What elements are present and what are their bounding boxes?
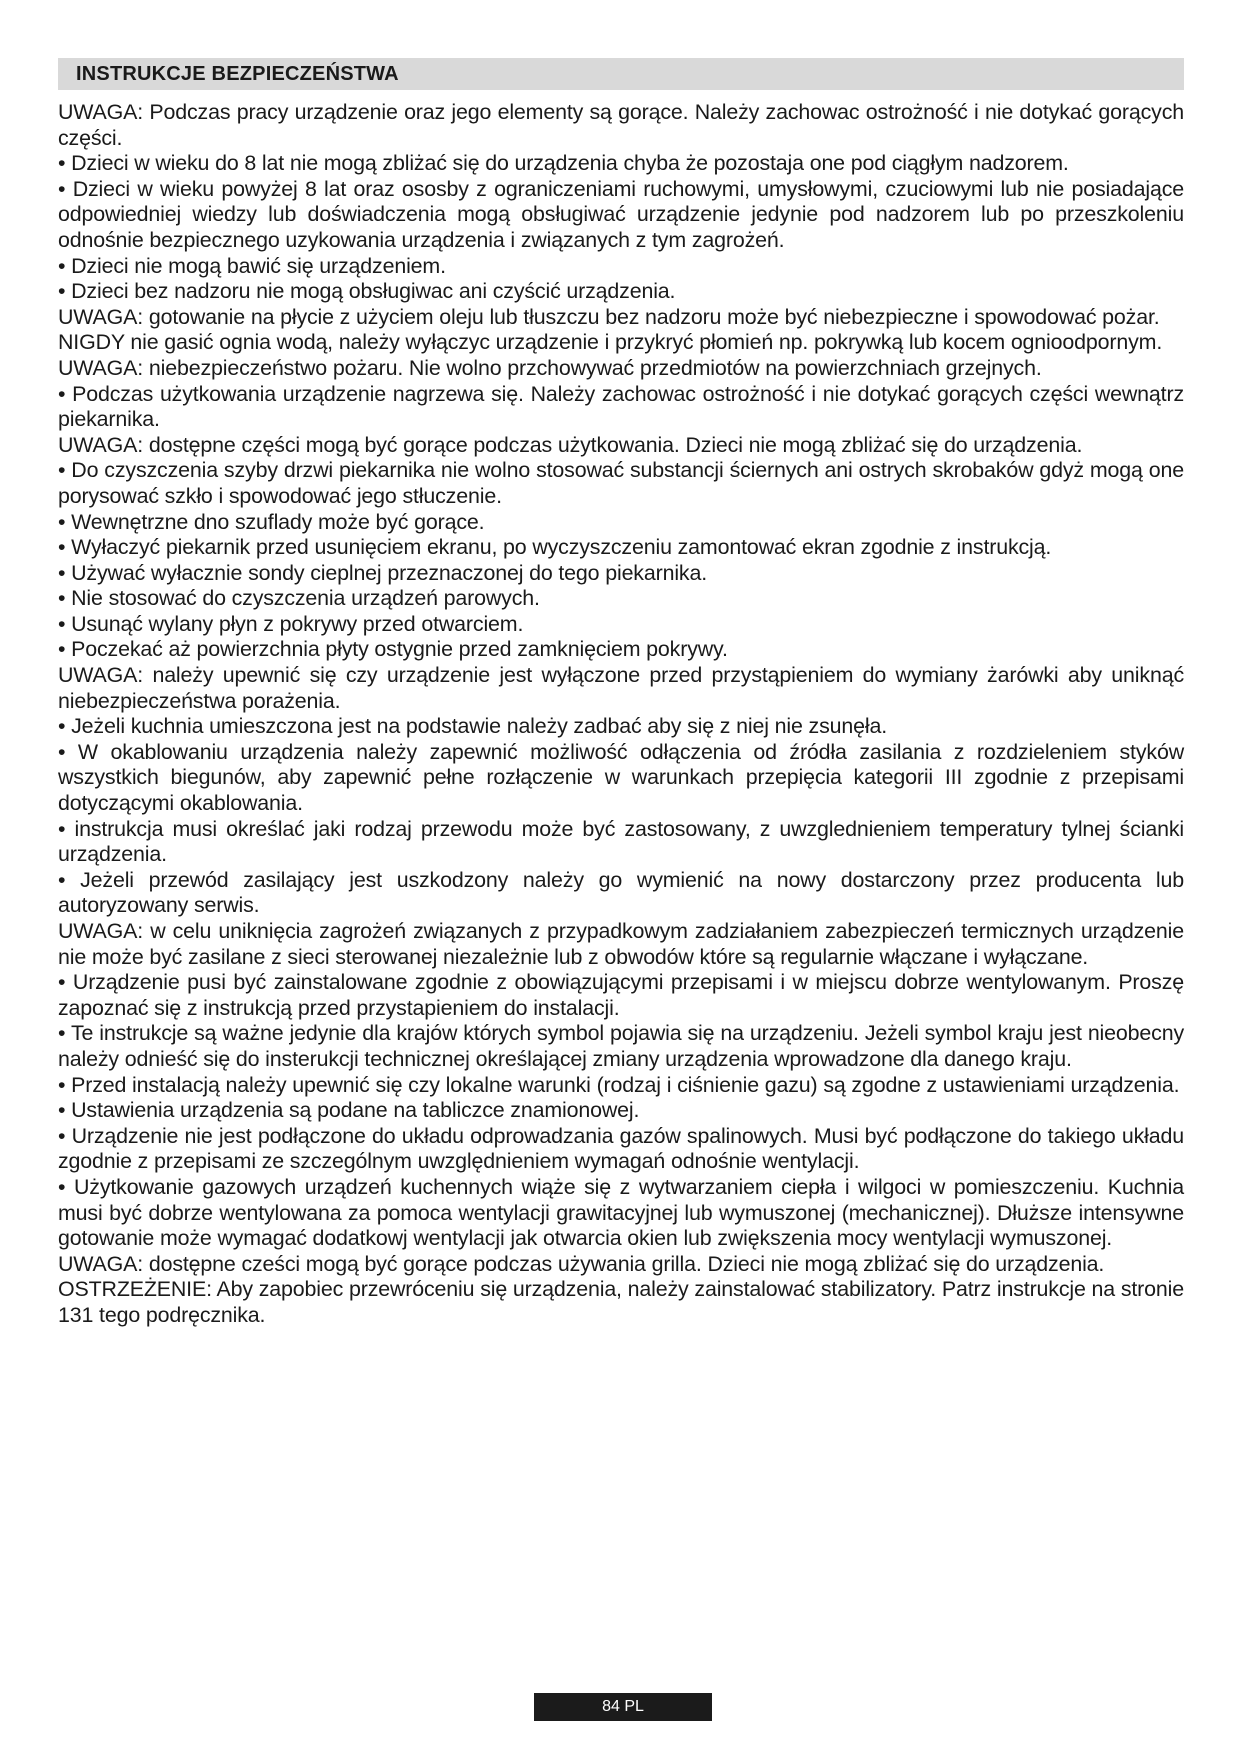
paragraph: • Dzieci nie mogą bawić się urządzeniem. xyxy=(58,253,446,278)
paragraph: UWAGA: gotowanie na płycie z użyciem oleju lub tłuszczu bez nadzoru może być niebezpieczne i spowodować pożar. xyxy=(58,304,1160,329)
paragraph: UWAGA: Podczas pracy urządzenie oraz jego elementy są gorące. Należy zachowac ostrożność i nie dotykać gorących części. xyxy=(58,100,1184,150)
page-number: 84 PL xyxy=(534,1693,712,1721)
paragraph: • Do czyszczenia szyby drzwi piekarnika nie wolno stosować substancji ściernych ani ostrych skrobaków gdyż mogą one porysować szkło i spowodować jego stłuczenie. xyxy=(58,458,1184,508)
paragraph: • Podczas użytkowania urządzenie nagrzewa się. Należy zachowac ostrożność i nie dotykać gorących części wewnątrz piekarnika. xyxy=(58,381,1184,432)
paragraph: UWAGA: niebezpieczeństwo pożaru. Nie wolno przchowywać przedmiotów na powierzchniach grzejnych. xyxy=(58,355,1042,380)
section-title: INSTRUKCJE BEZPIECZEŃSTWA xyxy=(58,58,1184,90)
safety-instructions-body xyxy=(58,100,1184,1329)
paragraph: UWAGA: dostępne części mogą być gorące podczas użytkowania. Dzieci nie mogą zbliżać się do urządzenia. xyxy=(58,432,1083,457)
paragraph: OSTRZEŻENIE: Aby zapobiec przewróceniu się urządzenia, należy zainstalować stabilizatory. Patrz instrukcje na stronie 131 tego podręcznika. xyxy=(58,1277,1184,1327)
paragraph: • Używać wyłacznie sondy cieplnej przeznaczonej do tego piekarnika. xyxy=(58,560,708,585)
paragraph: • Urządzenie nie jest podłączone do układu odprowadzania gazów spalinowych. Musi być podłączone do takiego układu zgodnie z przepisami ze szczególnym uwzględnieniem wymagań odnośnie wentylacji. xyxy=(58,1123,1184,1174)
paragraph: • Wyłaczyć piekarnik przed usunięciem ekranu, po wyczyszczeniu zamontować ekran zgodnie z instrukcją. xyxy=(58,535,1052,560)
paragraph: • Użytkowanie gazowych urządzeń kuchennych wiąże się z wytwarzaniem ciepła i wilgoci w pomieszczeniu. Kuchnia musi być dobrze wentylowana za pomoca wentylacji grawitacyjnej lub wymuszonej (mechanicznej). Dłuższe intensywne gotowanie może wymagać dodatkowj wentylacji jak otwarcia okien lub zwiększenia mocy wentylacji wymuszonej. xyxy=(58,1174,1184,1251)
paragraph: • Urządzenie pusi być zainstalowane zgodnie z obowiązującymi przepisami i w miejscu dobrze wentylowanym. Proszę zapoznać się z instrukcją przed przystapieniem do instalacji. xyxy=(58,970,1184,1020)
paragraph: • Dzieci w wieku do 8 lat nie mogą zbliżać się do urządzenia chyba że pozostaja one pod ciągłym nadzorem. xyxy=(58,151,1069,176)
paragraph: UWAGA: należy upewnić się czy urządzenie jest wyłączone przed przystąpieniem do wymiany żarówki aby uniknąć niebezpieczeństwa porażenia. xyxy=(58,663,1184,713)
paragraph: • instrukcja musi określać jaki rodzaj przewodu może być zastosowany, z uwzglednieniem temperatury tylnej ścianki urządzenia. xyxy=(58,816,1184,867)
paragraph: • Te instrukcje są ważne jedynie dla krajów których symbol pojawia się na urządzeniu. Jeżeli symbol kraju jest nieobecny należy odnieść się do insterukcji technicznej określającej zmiany urządzenia wprowadzone dla danego kraju. xyxy=(58,1021,1184,1071)
paragraph: • Dzieci bez nadzoru nie mogą obsługiwac ani czyścić urządzenia. xyxy=(58,279,676,304)
paragraph: • Ustawienia urządzenia są podane na tabliczce znamionowej. xyxy=(58,1098,640,1123)
document-page xyxy=(58,58,1184,1329)
paragraph: • Nie stosować do czyszczenia urządzeń parowych. xyxy=(58,586,540,611)
paragraph: • Jeżeli przewód zasilający jest uszkodzony należy go wymienić na nowy dostarczony przez producenta lub autoryzowany serwis. xyxy=(58,867,1184,918)
paragraph: • Usunąć wylany płyn z pokrywy przed otwarciem. xyxy=(58,611,524,636)
paragraph: • Przed instalacją należy upewnić się czy lokalne warunki (rodzaj i ciśnienie gazu) są zgodne z ustawieniami urządzenia. xyxy=(58,1072,1180,1097)
paragraph: • Dzieci w wieku powyżej 8 lat oraz ososby z ograniczeniami ruchowymi, umysłowymi, czuciowymi lub nie posiadające odpowiedniej wiedzy lub doświadczenia mogą obsługiwać urządzenie jedynie pod nadzorem lub po przeszkoleniu odnośnie bezpiecznego uzykowania urządzenia i związanych z tym zagrożeń. xyxy=(58,176,1184,252)
paragraph: • Wewnętrzne dno szuflady może być gorące. xyxy=(58,509,485,534)
paragraph: • W okablowaniu urządzenia należy zapewnić możliwość odłączenia od źródła zasilania z rozdzieleniem styków wszystkich biegunów, aby zapewnić pełne rozłączenie w warunkach przepięcia kategorii III zgodnie z przepisami dotyczącymi okablowania. xyxy=(58,739,1184,816)
paragraph: NIGDY nie gasić ognia wodą, należy wyłączyc urządzenie i przykryć płomień np. pokrywką lub kocem ognioodpornym. xyxy=(58,330,1163,355)
paragraph: • Poczekać aż powierzchnia płyty ostygnie przed zamknięciem pokrywy. xyxy=(58,637,728,662)
paragraph: UWAGA: dostępne cześci mogą być gorące podczas używania grilla. Dzieci nie mogą zbliżać się do urządzenia. xyxy=(58,1251,1105,1276)
paragraph: UWAGA: w celu uniknięcia zagrożeń związanych z przypadkowym zadziałaniem zabezpieczeń termicznych urządzenie nie może być zasilane z sieci sterowanej niezależnie lub z obwodów które są regularnie włączane i wyłączane. xyxy=(58,919,1184,969)
paragraph: • Jeżeli kuchnia umieszczona jest na podstawie należy zadbać aby się z niej nie zsunęła. xyxy=(58,714,887,739)
